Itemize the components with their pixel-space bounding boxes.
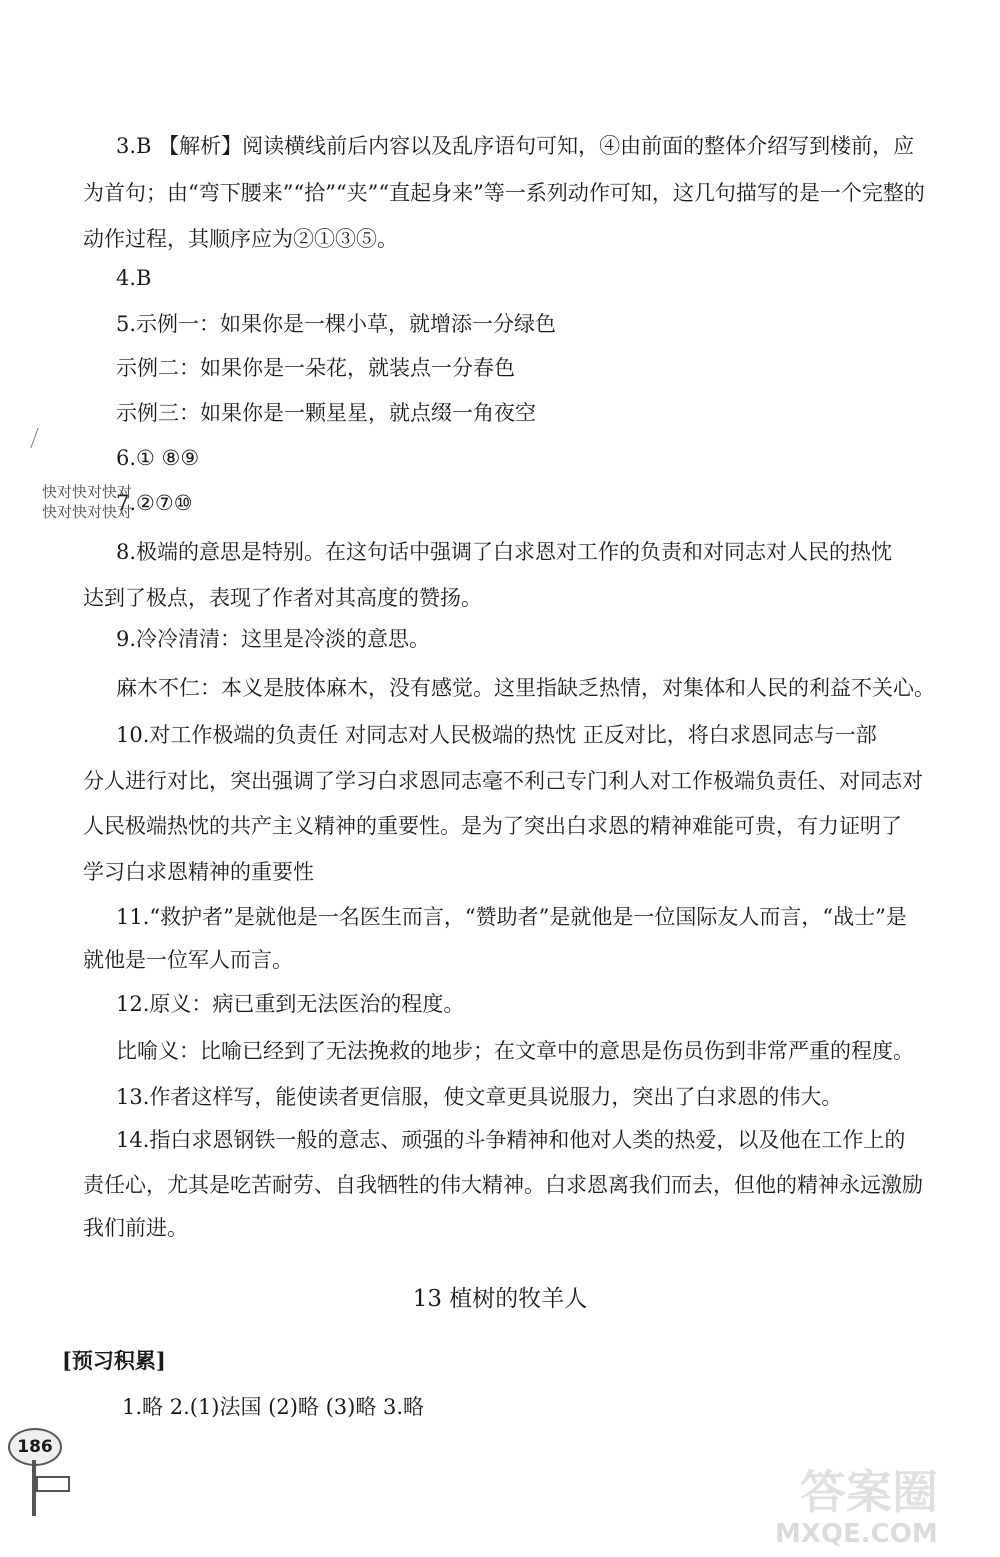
section-label: [预习积累] — [62, 1348, 166, 1373]
answer-line: 学习白求恩精神的重要性 — [83, 860, 314, 884]
watermark-url: MXQE.COM — [775, 1519, 938, 1549]
answer-line: 就他是一位军人而言。 — [83, 948, 293, 972]
answer-line: 7.②⑦⑩ — [116, 491, 193, 515]
watermark-line: 快对快对快对 — [42, 483, 133, 501]
answer-line: 11.“救护者”是就他是一名医生而言，“赞助者”是就他是一位国际友人而言，“战士”是 — [116, 905, 907, 929]
answer-line: 示例三：如果你是一颗星星，就点缀一角夜空 — [116, 401, 536, 425]
answer-line: 14.指白求恩钢铁一般的意志、顽强的斗争精神和他对人类的热爱，以及他在工作上的 — [116, 1128, 906, 1152]
answer-line: 动作过程，其顺序应为②①③⑤。 — [83, 227, 398, 251]
answer-line: 为首句；由“弯下腰来”“拾”“夹”“直起身来”等一系列动作可知，这几句描写的是一个完整的 — [83, 181, 925, 205]
answer-line: 12.原义：病已重到无法医治的程度。 — [116, 992, 465, 1016]
answer-line: 13.作者这样写，能使读者更信服，使文章更具说服力，突出了白求恩的伟大。 — [116, 1085, 843, 1109]
answer-line: 比喻义：比喻已经到了无法挽救的地步；在文章中的意思是伤员伤到非常严重的程度。 — [116, 1039, 914, 1063]
answer-line: 4.B — [116, 266, 152, 290]
answer-line: 3.B 【解析】阅读横线前后内容以及乱序语句可知，④由前面的整体介绍写到楼前，应 — [116, 134, 915, 158]
watermark-text — [42, 482, 132, 522]
chapter-title: 13 植树的牧羊人 — [412, 1286, 588, 1312]
answer-line: 分人进行对比，突出强调了学习白求恩同志毫不利己专门利人对工作极端负责任、对同志对 — [83, 769, 923, 793]
answer-line: 我们前进。 — [83, 1216, 188, 1240]
section-answer: 1.略 2.(1)法国 (2)略 (3)略 3.略 — [122, 1395, 425, 1419]
answer-line: 人民极端热忱的共产主义精神的重要性。是为了突出白求恩的精神难能可贵，有力证明了 — [83, 814, 902, 838]
answer-line: 达到了极点，表现了作者对其高度的赞扬。 — [83, 586, 482, 610]
page-number-signpost — [8, 1428, 66, 1524]
watermark-line: 快对快对快对 — [42, 503, 133, 521]
answer-line: 5.示例一：如果你是一棵小草，就增添一分绿色 — [116, 312, 557, 336]
pen-mark — [30, 428, 48, 448]
answer-line: 8.极端的意思是特别。在这句话中强调了白求恩对工作的负责和对同志对人民的热忱 — [116, 540, 893, 564]
arrow-sign-icon — [36, 1476, 70, 1492]
answer-line: 麻木不仁：本义是肢体麻木，没有感觉。这里指缺乏热情，对集体和人民的利益不关心。 — [116, 676, 935, 700]
answer-line: 6.① ⑧⑨ — [116, 446, 200, 470]
watermark-logo: 答案圈 — [800, 1465, 938, 1519]
page-number: 186 — [8, 1428, 62, 1466]
answer-line: 示例二：如果你是一朵花，就装点一分春色 — [116, 356, 515, 380]
answer-line: 10.对工作极端的负责任 对同志对人民极端的热忱 正反对比，将白求恩同志与一部 — [116, 723, 877, 747]
answer-line: 责任心，尤其是吃苦耐劳、自我牺牲的伟大精神。白求恩离我们而去，但他的精神永远激励 — [83, 1173, 923, 1197]
answer-line: 9.冷冷清清：这里是冷淡的意思。 — [116, 627, 431, 651]
